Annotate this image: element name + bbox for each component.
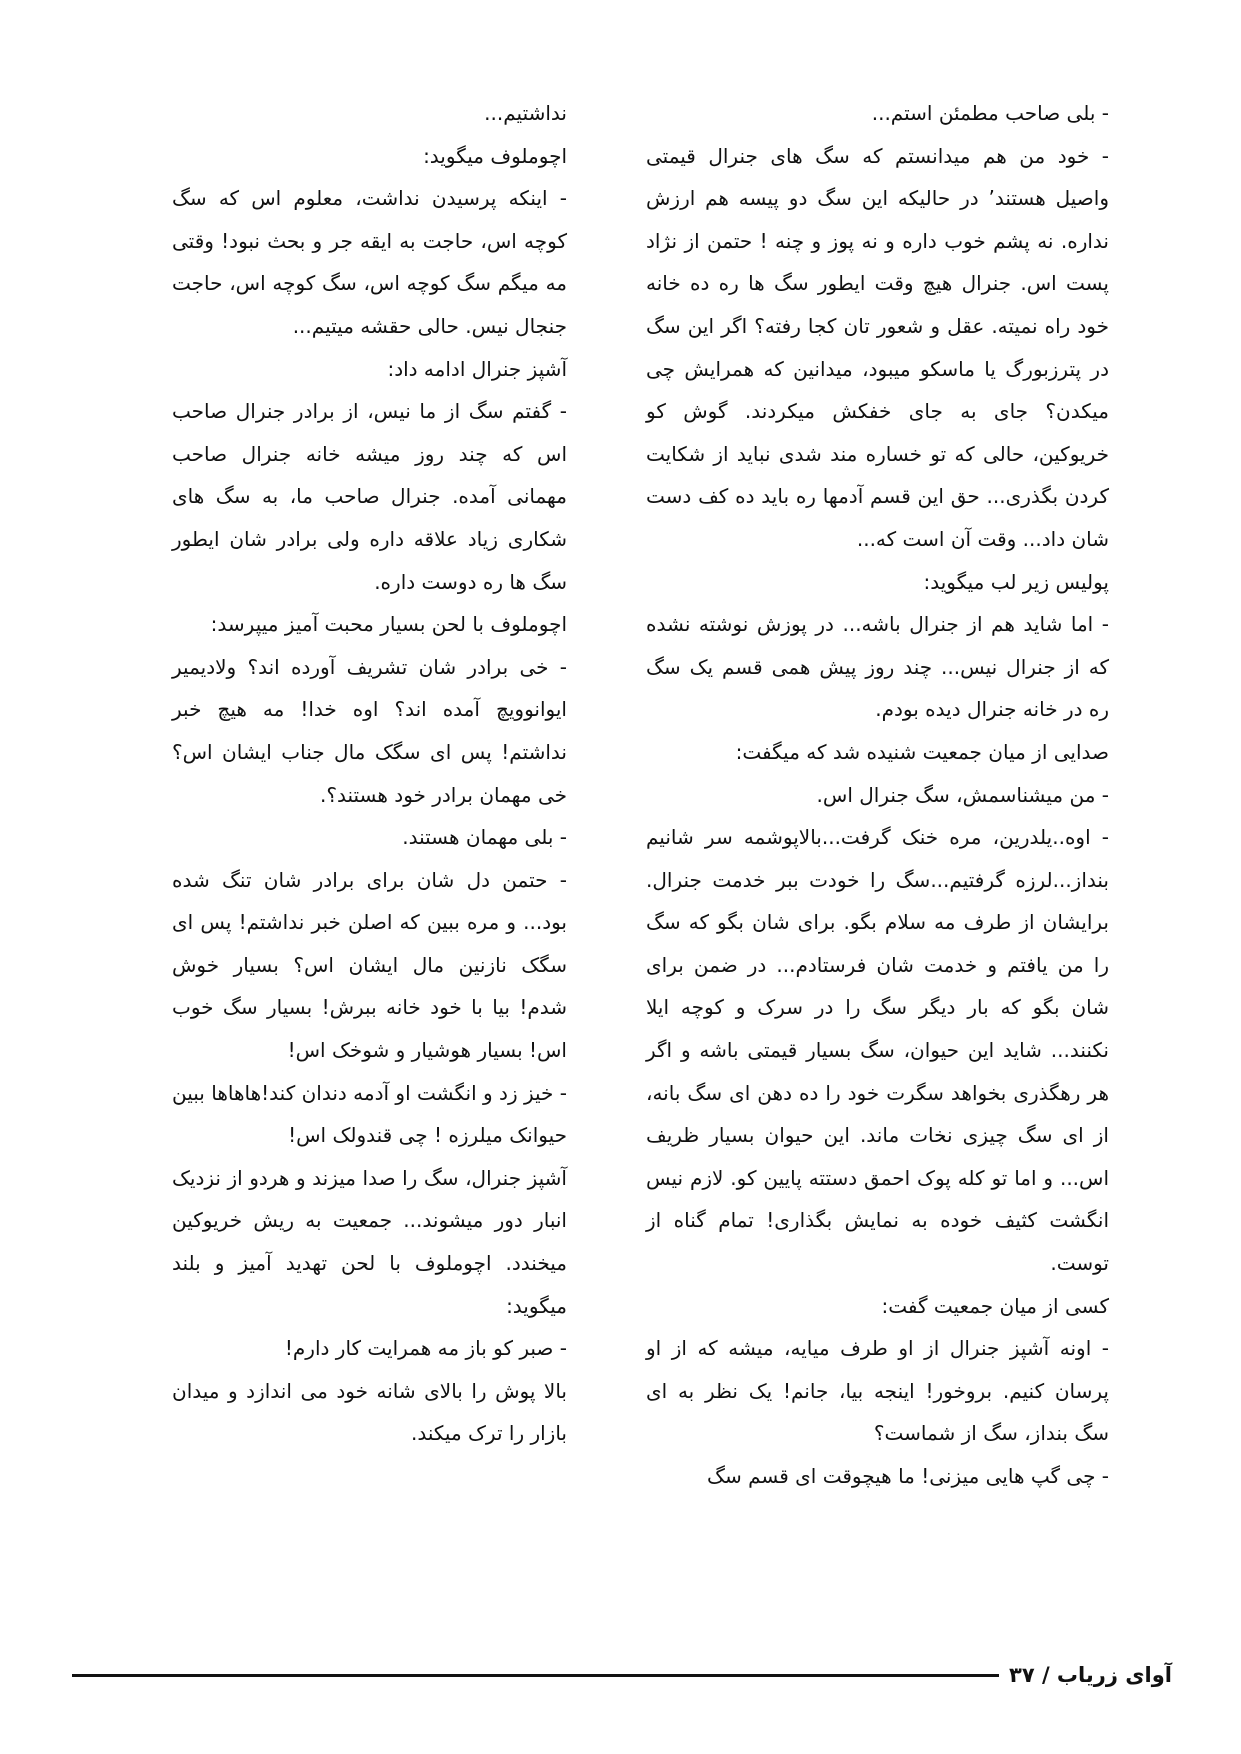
- paragraph: کسی از میان جمعیت گفت:: [881, 1293, 1109, 1318]
- paragraph: - اما شاید هم از جنرال باشه... در پوزش نوشته نشده که از جنرال نیس... چند روز پیش همی قسم یک سگ ره در خانه جنرال دیده بودم.: [646, 612, 1109, 722]
- paragraph: - چی گپ هایی میزنی! ما هیچوقت ای قسم سگ: [707, 1464, 1109, 1488]
- paragraph: - بلی صاحب مطمئن استم...: [871, 101, 1109, 125]
- paragraph: صدایی از میان جمعیت شنیده شد که میگفت:: [735, 739, 1109, 764]
- footer-magazine-title: آوای زریاب / ۳۷: [1009, 1663, 1172, 1687]
- paragraph: اچوملوف میگوید:: [423, 143, 567, 168]
- paragraph: - خود من هم میدانستم که سگ های جنرال قیمتی واصیل هستند’ در حالیکه این سگ دو پیسه هم ارزش نداره. نه پشم خوب داره و نه پوز و چنه ! حتمن از نژاد پست اس. جنرال هیچ وقت ایطور سگ ها ره ده خانه خود راه نمیته. عقل و شعور تان کجا رفته؟ اگر این سگ در پترزبورگ یا ماسکو میبود، میدانین که همرایش چی میکدن؟ جای به جای خفکش میکردند. گوش کو خریوکین، حالی که تو خساره مند شدی نباید از شکایت کردن بگذری... حق این قسم آدمها ره باید ده کف دست شان داد... وقت آن است که...: [646, 143, 1109, 551]
- text-column-left: [172, 92, 567, 1455]
- paragraph: - خیز زد و انگشت او آدمه دندان کند!هاهاها ببین حیوانک میلرزه ! چی قندولک اس!: [172, 1080, 567, 1148]
- paragraph: اچوملوف با لحن بسیار محبت آمیز میپرسد:: [210, 612, 567, 637]
- paragraph: آشپز جنرال، سگ را صدا میزند و هردو از نزدیک انبار دور میشوند... جمعیت به ریش خریوکین میخندد. اچوملوف با لحن تهدید آمیز و بلند میگوید:: [172, 1165, 567, 1318]
- paragraph: آشپز جنرال ادامه داد:: [387, 356, 567, 381]
- paragraph: - من میشناسمش، سگ جنرال اس.: [816, 782, 1109, 807]
- footer-rule: [72, 1674, 999, 1677]
- paragraph: - اونه آشپز جنرال از او طرف میایه، میشه که از او پرسان کنیم. بروخور! اینجه بیا، جانم! یک نظر به ای سگ بنداز، سگ از شماست؟: [646, 1336, 1109, 1446]
- paragraph: - گفتم سگ از ما نیس، از برادر جنرال صاحب اس که چند روز میشه خانه جنرال صاحب مهمانی آمده. جنرال صاحب ما، به سگ های شکاری زیاد علاقه داره ولی برادر شان ایطور سگ ها ره دوست داره.: [172, 399, 567, 594]
- paragraph: نداشتیم...: [484, 101, 567, 125]
- text-column-right: [646, 92, 1109, 1498]
- paragraph: - حتمن دل شان برای برادر شان تنگ شده بود... و مره ببین که اصلن خبر نداشتم! پس ای سگک نازنین مال ایشان اس؟ بسیار خوش شدم! بیا با خود خانه ببرش! بسیار سگ خوب اس! بسیار هوشیار و شوخک اس!: [172, 867, 567, 1063]
- paragraph: بالا پوش را بالای شانه خود می اندازد و میدان بازار را ترک میکند.: [172, 1378, 567, 1446]
- paragraph: - صبر کو باز مه همرایت کار دارم!: [284, 1336, 567, 1361]
- paragraph: - خی برادر شان تشریف آورده اند؟ ولادیمیر ایوانوویچ آمده اند؟ اوه خدا! مه هیچ خبر نداشتم! پس ای سگک مال جناب ایشان اس؟ خی مهمان برادر خود هستند؟.: [172, 654, 567, 807]
- paragraph: - اینکه پرسیدن نداشت، معلوم اس که سگ کوچه اس، حاجت به ایقه جر و بحث نبود! وقتی مه میگم سگ کوچه اس، سگ کوچه اس، حاجت جنجال نیس. حالی حقشه میتیم...: [172, 186, 567, 338]
- paragraph: - اوه..یلدرین، مره خنک گرفت...بالاپوشمه سر شانیم بنداز...لرزه گرفتیم...سگ را خودت ببر خدمت جنرال. برایشان از طرف مه سلام بگو. برای شان بگو که سگ را من یافتم و خدمت شان فرستادم... در ضمن برای شان بگو که بار دیگر سگ را در سرک و کوچه ایلا نکنند... شاید این حیوان، سگ بسیار قیمتی باشه و اگر هر رهگذری بخواهد سگرت خود را ده دهن ای سگ بانه، از ای سگ چیزی نخات ماند. این حیوان بسیار ظریف اس... و اما تو کله پوک احمق دستته پایین کو. لازم نیس انگشت کثیف خوده به نمایش بگذاری! تمام گناه از توست.: [646, 825, 1109, 1276]
- paragraph: - بلی مهمان هستند.: [402, 825, 567, 850]
- paragraph: پولیس زیر لب میگوید:: [923, 569, 1109, 594]
- page-footer: [72, 1655, 1172, 1695]
